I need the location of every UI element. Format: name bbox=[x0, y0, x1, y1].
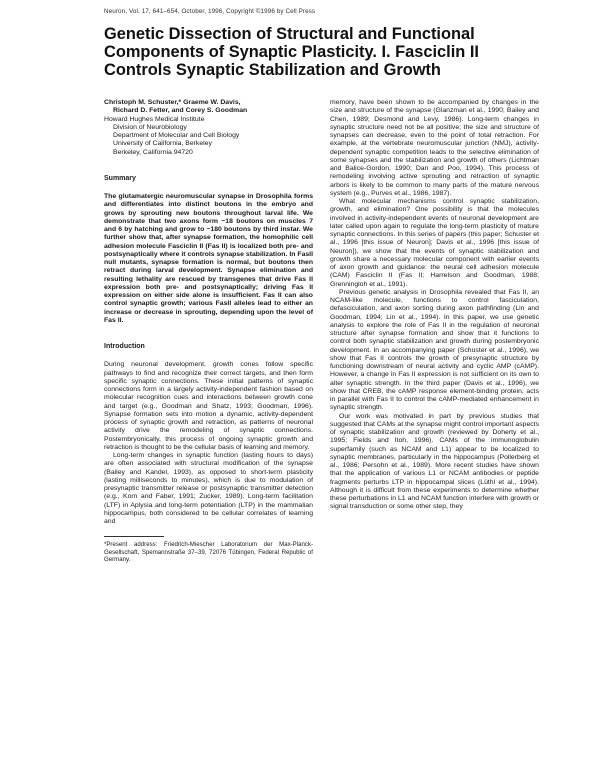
body-paragraph: memory, have been shown to be accompanied by changes in the size and structure of the synapse (Glanzman et al., 1990; Bailey and Chen, 1989; Desmond and Levy, 1986). Long-term changes in synaptic structure need not be all positive; the size and structure of synapses can decrease, even to the point of total retraction. For example, at the vertebrate neuromuscular junction (NMJ), activity-dependent synaptic competition leads to the selective elimination of some synapses and the stabilization and growth of others (Lichtman and Balice-Gordon, 1990; Dan and Poo, 1994). This process of remodeling involving active sprouting and retraction of synaptic arbors is likely to be common to many parts of the mature nervous system (e.g., Purves et al., 1986, 1987). bbox=[330, 99, 539, 197]
intro-paragraph: During neuronal development, growth cones follow specific pathways to find and recognize their correct targets, and then form specific synaptic connections. These initial patterns of synaptic connections form in a largely activity-independent fashion based on molecular recognition cues and interactions between growth cone and target (e.g., Goodman and Shatz, 1993; Goodman, 1996). Synapse formation sets into motion a dynamic, activity-dependent process of synaptic growth and retraction, as patterns of neuronal activity drive the remodeling of synaptic connections. Postembryonically, this process of ongoing synaptic growth and retraction is thought to be the cellular basis of learning and memory. bbox=[104, 361, 313, 451]
footnote-divider bbox=[104, 536, 164, 537]
affiliation-block bbox=[104, 116, 313, 157]
summary-heading: Summary bbox=[104, 174, 136, 182]
summary-text: The glutamatergic neuromuscular synapse in Drosophila forms and differentiates into distinct boutons in the embryo and grows by sprouting new boutons throughout larval life. We demonstrate that two axons form ~18 boutons on muscles 7 and 6 by hatching and grow to ~180 boutons by third instar. We further show that, after synapse formation, the homophilic cell adhesion molecule Fasciclin II (Fas II) is localized both pre- and postsynaptically where it controls synapse stabilization. In FasII null mutants, synapse formation is normal, but boutons then retract during larval development. Synapse elimination and resulting lethality are rescued by transgenes that drive Fas II expression both pre- and postsynaptically; driving Fas II expression on either side alone is insufficient. Fas II can also control synaptic growth; various FasII alleles lead to either an increase or decrease in sprouting, depending upon the level of Fas II. bbox=[104, 193, 313, 324]
body-paragraph: What molecular mechanisms control synaptic stabilization, growth, and elimination? One possibility is that the molecules involved in activity-independent events of neuronal development are later called upon again to regulate the long-term plasticity of mature synaptic connections. In this series of papers (this paper; Schuster et al., 1996 [this issue of Neuron]; Davis et al., 1996 [this issue of Neuron]), we show that the events of synaptic stabilization and growth share a necessary molecular component with earlier events of axon growth and guidance: the neural cell adhesion molecule (CAM) Fasciclin II (Fas II; Harrelson and Goodman, 1988; Grenningloh et al., 1991). bbox=[330, 198, 539, 288]
running-head: Neuron, Vol. 17, 641–654, October, 1996, Copyright ©1996 by Cell Press bbox=[104, 8, 316, 15]
body-paragraph: Our work was motivated in part by previous studies that suggested that CAMs at the synapse might control important aspects of synaptic stabilization and growth (reviewed by Doherty et al., 1995; Fields and Itoh, 1996). CAMs of the immunoglobulin superfamily (such as NCAM and L1) appear to be localized to synaptic membranes, particularly in the hippocampus (Pollerberg et al., 1986; Persohn et al., 1989). More recent studies have shown that the application of various L1 or NCAM antibodies or peptide fragments perturbs LTP in hippocampal slices (Lüthl et al., 1994). Although it is difficult from these experiments to determine whether these perturbations in L1 and NCAM function interfere with growth or signal transduction or some other step, they bbox=[330, 412, 539, 511]
affiliation-line: Howard Hughes Medical Institute bbox=[104, 115, 205, 123]
right-column bbox=[330, 99, 539, 563]
affiliation-line: Berkeley, California 94720 bbox=[113, 148, 193, 156]
left-column bbox=[104, 99, 313, 563]
author-line-1: Christoph M. Schuster,* Graeme W. Davis, bbox=[104, 99, 241, 106]
intro-paragraph: Long-term changes in synaptic function (lasting hours to days) are often associated with structural modification of the synapse (Bailey and Kandel, 1993), as opposed to short-term plasticity (lasting milliseconds to minutes), which is due to modulation of presynaptic transmitter release or postsynaptic transmitter detection (e.g., Korn and Faber, 1991; Zucker, 1989). Long-term facilitation (LTF) in Aplysia and long-term potentiation (LTP) in the mammalian hippocampus, both considered to be cellular correlates of learning and bbox=[104, 452, 313, 525]
author-line-2: Richard D. Fetter, and Corey S. Goodman bbox=[113, 107, 248, 115]
footnote: *Present address: Friedrich-Miescher Laboratorium der Max-Planck-Gesellschaft, Spemannstraße 37–39, 72076 Tübingen, Federal Republic of Germany. bbox=[104, 541, 313, 563]
body-columns bbox=[104, 99, 540, 563]
affiliation-line: Division of Neurobiology bbox=[113, 123, 187, 131]
affiliation-line: Department of Molecular and Cell Biology bbox=[113, 132, 240, 139]
affiliation-line: University of California, Berkeley bbox=[113, 140, 212, 148]
introduction-heading: Introduction bbox=[104, 343, 145, 350]
body-paragraph: Previous genetic analysis in Drosophila revealed that Fas II, an NCAM-like molecule, functions to control fasciculation, defasciculation, and axon sorting during axon pathfinding (Lin and Goodman, 1994; Lin et al., 1994). In this paper, we use genetic analysis to explore the role of Fas II in the regulation of neuronal structure after synapse formation and show that it functions to control both synaptic stabilization and growth during postembryonic development. In an accompanying paper (Schuster et al., 1996), we show that Fas II controls the growth of presynaptic structure by functioning downstream of neural activity and cyclic AMP (cAMP). However, a change in Fas II expression is not sufficient on its own to alter synaptic strength. In the third paper (Davis et al., 1996), we show that CREB, the cAMP response element-binding protein, acts in parallel with Fas II to control the cAMP-mediated enhancement in synaptic strength. bbox=[330, 288, 539, 412]
article-title: Genetic Dissection of Structural and Functional Components of Synaptic Plasticity. I. Fasciclin II Controls Synaptic Stabilization and Growth bbox=[104, 25, 479, 79]
